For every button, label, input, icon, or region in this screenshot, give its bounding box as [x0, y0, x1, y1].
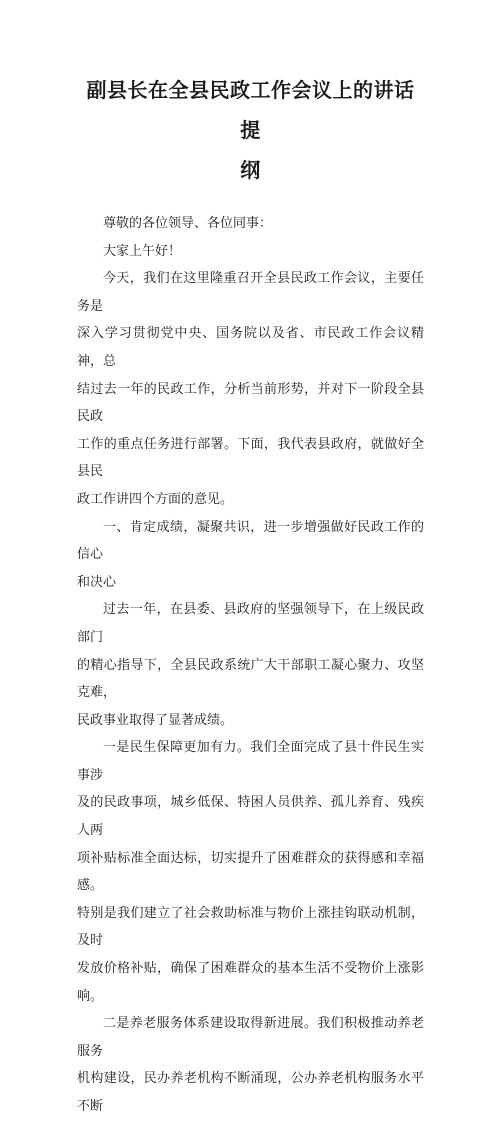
paragraph-elderly-care [77, 1010, 424, 1120]
paragraph-livelihood [77, 734, 424, 1010]
section-heading-1 [77, 514, 424, 597]
title-line-2: 纲 [240, 158, 261, 182]
paragraph-line: 的精心指导下，全县民政系统广大干部职工凝心聚力、攻坚克难， [77, 657, 424, 701]
paragraph-line: 二是养老服务体系建设取得新进展。我们积极推动养老服务 [77, 1016, 424, 1059]
title-line-1: 副县长在全县民政工作会议上的讲话提 [86, 78, 415, 142]
salutation-text: 尊敬的各位领导、各位同事： [103, 216, 273, 231]
paragraph-line: 发放价格补贴，确保了困难群众的基本生活不受物价上涨影响。 [77, 961, 424, 1004]
paragraph-line: 深入学习贯彻党中央、国务院以及省、市民政工作会议精神，总 [77, 326, 424, 369]
paragraph-line: 今天，我们在这里隆重召开全县民政工作会议，主要任务是 [77, 271, 424, 314]
paragraph-line: 机构建设，民办养老机构不断涌现，公办养老机构服务水平不断 [77, 1071, 424, 1114]
paragraph-line: 过去一年，在县委、县政府的坚强领导下，在上级民政部门 [77, 602, 424, 645]
paragraph-line: 工作的重点任务进行部署。下面，我代表县政府，就做好全县民 [77, 436, 424, 480]
paragraph-line: 一、肯定成绩，凝聚共识，进一步增强做好民政工作的信心 [77, 519, 424, 563]
paragraph-line: 和决心 [77, 574, 117, 590]
paragraph-line: 一是民生保障更加有力。我们全面完成了县十件民生实事涉 [77, 740, 424, 783]
document-body [77, 210, 424, 1121]
greeting [77, 238, 424, 266]
paragraph-intro [77, 265, 424, 513]
paragraph-line: 项补贴标准全面达标，切实提升了困难群众的获得感和幸福感。 [77, 850, 424, 894]
paragraph-line: 结过去一年的民政工作，分析当前形势，并对下一阶段全县民政 [77, 381, 424, 425]
paragraph-line: 及的民政事项，城乡低保、特困人员供养、孤儿养育、残疾人两 [77, 795, 424, 839]
paragraph-line: 政工作讲四个方面的意见。 [77, 491, 234, 507]
greeting-text: 大家上午好！ [103, 243, 182, 259]
paragraph-line: 民政事业取得了显著成绩。 [77, 712, 234, 728]
paragraph-line: 特别是我们建立了社会救助标准与物价上涨挂钩联动机制，及时 [77, 905, 424, 949]
document-title [77, 70, 424, 190]
paragraph-review [77, 596, 424, 734]
salutation [77, 210, 424, 238]
